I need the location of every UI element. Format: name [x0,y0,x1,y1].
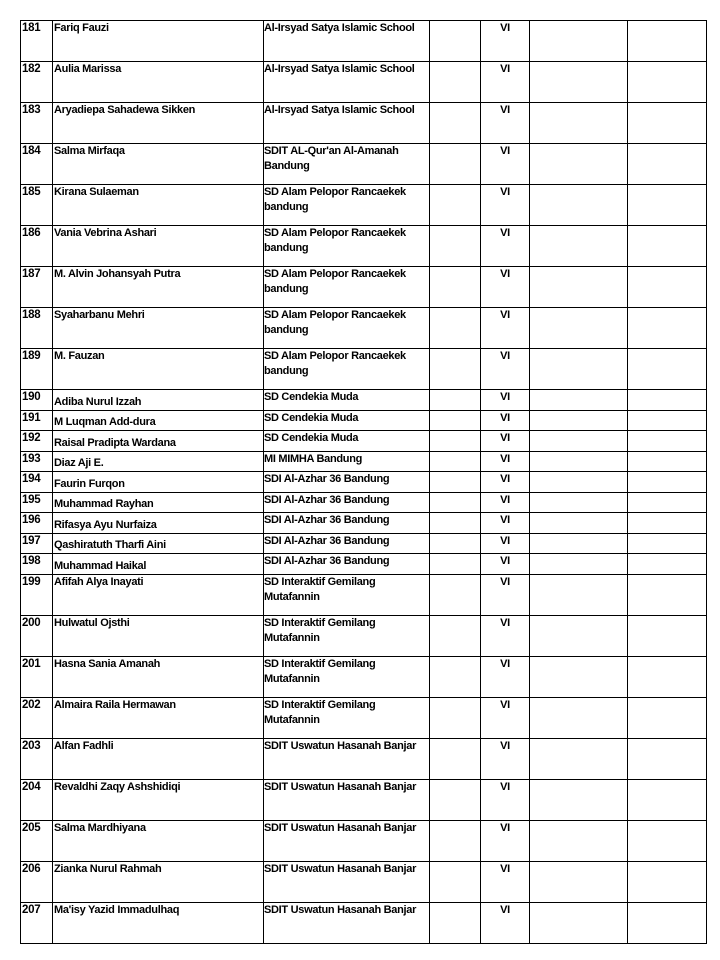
empty-cell [628,431,707,452]
row-number-cell: 196 [21,513,53,534]
school-name-cell: SD Alam Pelopor Rancaekek bandung [264,308,430,349]
school-name-cell: SDIT Uswatun Hasanah Banjar [264,820,430,861]
row-number-cell: 182 [21,62,53,103]
row-number-cell: 181 [21,21,53,62]
table-row [21,267,707,308]
empty-cell [430,820,481,861]
table-row [21,513,707,534]
empty-cell [628,349,707,390]
student-name-cell: Diaz Aji E. [53,451,264,472]
student-name-cell: Revaldhi Zaqy Ashshidiqi [53,779,264,820]
school-name-cell: SDI Al-Azhar 36 Bandung [264,492,430,513]
empty-cell [530,492,628,513]
empty-cell [530,308,628,349]
table-row [21,308,707,349]
table-row [21,62,707,103]
empty-cell [530,697,628,738]
table-row [21,656,707,697]
row-number-cell: 206 [21,861,53,902]
class-cell: VI [481,226,530,267]
student-name-cell: Raisal Pradipta Wardana [53,431,264,452]
table-row [21,697,707,738]
empty-cell [628,451,707,472]
empty-cell [628,861,707,902]
empty-cell [628,21,707,62]
empty-cell [530,144,628,185]
student-name-cell: Ma'isy Yazid Immadulhaq [53,902,264,943]
school-name-cell: SD Alam Pelopor Rancaekek bandung [264,267,430,308]
class-cell: VI [481,21,530,62]
empty-cell [530,103,628,144]
empty-cell [530,62,628,103]
table-row [21,349,707,390]
row-number-cell: 186 [21,226,53,267]
empty-cell [430,779,481,820]
empty-cell [530,738,628,779]
student-name-cell: Alfan Fadhli [53,738,264,779]
school-name-cell: SDI Al-Azhar 36 Bandung [264,554,430,575]
student-name-cell: Salma Mirfaqa [53,144,264,185]
student-name-cell: Vania Vebrina Ashari [53,226,264,267]
student-name-cell: Muhammad Rayhan [53,492,264,513]
empty-cell [628,656,707,697]
class-cell: VI [481,738,530,779]
empty-cell [430,513,481,534]
empty-cell [530,615,628,656]
school-name-cell: Al-Irsyad Satya Islamic School [264,21,430,62]
table-row [21,451,707,472]
class-cell: VI [481,472,530,493]
empty-cell [530,185,628,226]
empty-cell [430,656,481,697]
empty-cell [628,697,707,738]
row-number-cell: 198 [21,554,53,575]
row-number-cell: 194 [21,472,53,493]
empty-cell [628,615,707,656]
empty-cell [430,554,481,575]
empty-cell [628,144,707,185]
empty-cell [628,410,707,431]
school-name-cell: SDIT Uswatun Hasanah Banjar [264,861,430,902]
school-name-cell: SD Alam Pelopor Rancaekek bandung [264,226,430,267]
empty-cell [430,62,481,103]
class-cell: VI [481,431,530,452]
empty-cell [628,267,707,308]
empty-cell [628,62,707,103]
row-number-cell: 202 [21,697,53,738]
empty-cell [530,472,628,493]
class-cell: VI [481,615,530,656]
class-cell: VI [481,779,530,820]
empty-cell [628,533,707,554]
school-name-cell: SD Cendekia Muda [264,431,430,452]
row-number-cell: 183 [21,103,53,144]
empty-cell [430,472,481,493]
school-name-cell: SDI Al-Azhar 36 Bandung [264,513,430,534]
empty-cell [430,103,481,144]
empty-cell [530,226,628,267]
school-name-cell: SD Cendekia Muda [264,410,430,431]
row-number-cell: 192 [21,431,53,452]
row-number-cell: 189 [21,349,53,390]
student-name-cell: Rifasya Ayu Nurfaiza [53,513,264,534]
class-cell: VI [481,697,530,738]
empty-cell [530,574,628,615]
empty-cell [530,451,628,472]
student-name-cell: M Luqman Add-dura [53,410,264,431]
student-name-cell: Aulia Marissa [53,62,264,103]
school-name-cell: SD Interaktif Gemilang Mutafannin [264,656,430,697]
empty-cell [430,451,481,472]
empty-cell [430,574,481,615]
row-number-cell: 197 [21,533,53,554]
school-name-cell: SD Interaktif Gemilang Mutafannin [264,615,430,656]
empty-cell [430,185,481,226]
empty-cell [530,513,628,534]
student-name-cell: Faurin Furqon [53,472,264,493]
class-cell: VI [481,513,530,534]
student-name-cell: Fariq Fauzi [53,21,264,62]
empty-cell [430,349,481,390]
empty-cell [530,390,628,411]
class-cell: VI [481,103,530,144]
empty-cell [628,103,707,144]
student-name-cell: Syaharbanu Mehri [53,308,264,349]
empty-cell [628,779,707,820]
empty-cell [430,410,481,431]
empty-cell [530,902,628,943]
empty-cell [530,779,628,820]
empty-cell [430,697,481,738]
class-cell: VI [481,185,530,226]
empty-cell [430,390,481,411]
table-body [21,21,707,944]
empty-cell [628,738,707,779]
empty-cell [530,656,628,697]
student-name-cell: Almaira Raila Hermawan [53,697,264,738]
school-name-cell: MI MIMHA Bandung [264,451,430,472]
class-cell: VI [481,267,530,308]
school-name-cell: SD Alam Pelopor Rancaekek bandung [264,349,430,390]
empty-cell [530,21,628,62]
class-cell: VI [481,410,530,431]
empty-cell [430,267,481,308]
table-row [21,574,707,615]
table-row [21,144,707,185]
student-name-cell: Qashiratuth Tharfi Aini [53,533,264,554]
school-name-cell: SD Interaktif Gemilang Mutafannin [264,574,430,615]
empty-cell [530,349,628,390]
class-cell: VI [481,144,530,185]
empty-cell [430,431,481,452]
table-row [21,861,707,902]
student-name-cell: Kirana Sulaeman [53,185,264,226]
class-cell: VI [481,349,530,390]
row-number-cell: 195 [21,492,53,513]
row-number-cell: 201 [21,656,53,697]
class-cell: VI [481,861,530,902]
class-cell: VI [481,492,530,513]
table-row [21,779,707,820]
row-number-cell: 193 [21,451,53,472]
class-cell: VI [481,451,530,472]
student-name-cell: Afifah Alya Inayati [53,574,264,615]
table-row [21,185,707,226]
school-name-cell: SDIT Uswatun Hasanah Banjar [264,738,430,779]
row-number-cell: 190 [21,390,53,411]
participant-table [20,20,707,944]
table-row [21,103,707,144]
school-name-cell: SD Interaktif Gemilang Mutafannin [264,697,430,738]
empty-cell [530,533,628,554]
school-name-cell: SDIT Uswatun Hasanah Banjar [264,779,430,820]
empty-cell [628,574,707,615]
row-number-cell: 187 [21,267,53,308]
empty-cell [530,410,628,431]
table-row [21,820,707,861]
empty-cell [628,390,707,411]
table-row [21,472,707,493]
class-cell: VI [481,820,530,861]
empty-cell [530,554,628,575]
empty-cell [628,185,707,226]
empty-cell [530,820,628,861]
empty-cell [430,738,481,779]
student-name-cell: M. Alvin Johansyah Putra [53,267,264,308]
empty-cell [530,431,628,452]
student-name-cell: M. Fauzan [53,349,264,390]
row-number-cell: 188 [21,308,53,349]
school-name-cell: Al-Irsyad Satya Islamic School [264,103,430,144]
school-name-cell: SDIT AL-Qur'an Al-Amanah Bandung [264,144,430,185]
empty-cell [628,554,707,575]
school-name-cell: SDI Al-Azhar 36 Bandung [264,533,430,554]
class-cell: VI [481,308,530,349]
empty-cell [628,226,707,267]
student-name-cell: Aryadiepa Sahadewa Sikken [53,103,264,144]
class-cell: VI [481,574,530,615]
student-name-cell: Hasna Sania Amanah [53,656,264,697]
empty-cell [430,861,481,902]
empty-cell [430,308,481,349]
table-row [21,226,707,267]
school-name-cell: SD Cendekia Muda [264,390,430,411]
table-row [21,431,707,452]
student-name-cell: Adiba Nurul Izzah [53,390,264,411]
table-row [21,492,707,513]
table-row [21,533,707,554]
empty-cell [628,472,707,493]
class-cell: VI [481,656,530,697]
row-number-cell: 203 [21,738,53,779]
row-number-cell: 191 [21,410,53,431]
row-number-cell: 204 [21,779,53,820]
class-cell: VI [481,62,530,103]
table-row [21,21,707,62]
table-row [21,902,707,943]
empty-cell [628,492,707,513]
empty-cell [430,533,481,554]
student-name-cell: Hulwatul Ojsthi [53,615,264,656]
student-name-cell: Zianka Nurul Rahmah [53,861,264,902]
empty-cell [430,144,481,185]
table-row [21,410,707,431]
class-cell: VI [481,554,530,575]
school-name-cell: Al-Irsyad Satya Islamic School [264,62,430,103]
empty-cell [430,21,481,62]
empty-cell [430,492,481,513]
table-row [21,615,707,656]
empty-cell [430,615,481,656]
class-cell: VI [481,902,530,943]
table-row [21,390,707,411]
empty-cell [530,861,628,902]
empty-cell [530,267,628,308]
row-number-cell: 200 [21,615,53,656]
table-row [21,738,707,779]
student-name-cell: Muhammad Haikal [53,554,264,575]
class-cell: VI [481,533,530,554]
class-cell: VI [481,390,530,411]
row-number-cell: 185 [21,185,53,226]
table-row [21,554,707,575]
empty-cell [430,226,481,267]
school-name-cell: SDIT Uswatun Hasanah Banjar [264,902,430,943]
empty-cell [430,902,481,943]
school-name-cell: SDI Al-Azhar 36 Bandung [264,472,430,493]
row-number-cell: 205 [21,820,53,861]
empty-cell [628,513,707,534]
row-number-cell: 199 [21,574,53,615]
row-number-cell: 207 [21,902,53,943]
empty-cell [628,820,707,861]
empty-cell [628,902,707,943]
school-name-cell: SD Alam Pelopor Rancaekek bandung [264,185,430,226]
empty-cell [628,308,707,349]
row-number-cell: 184 [21,144,53,185]
student-name-cell: Salma Mardhiyana [53,820,264,861]
